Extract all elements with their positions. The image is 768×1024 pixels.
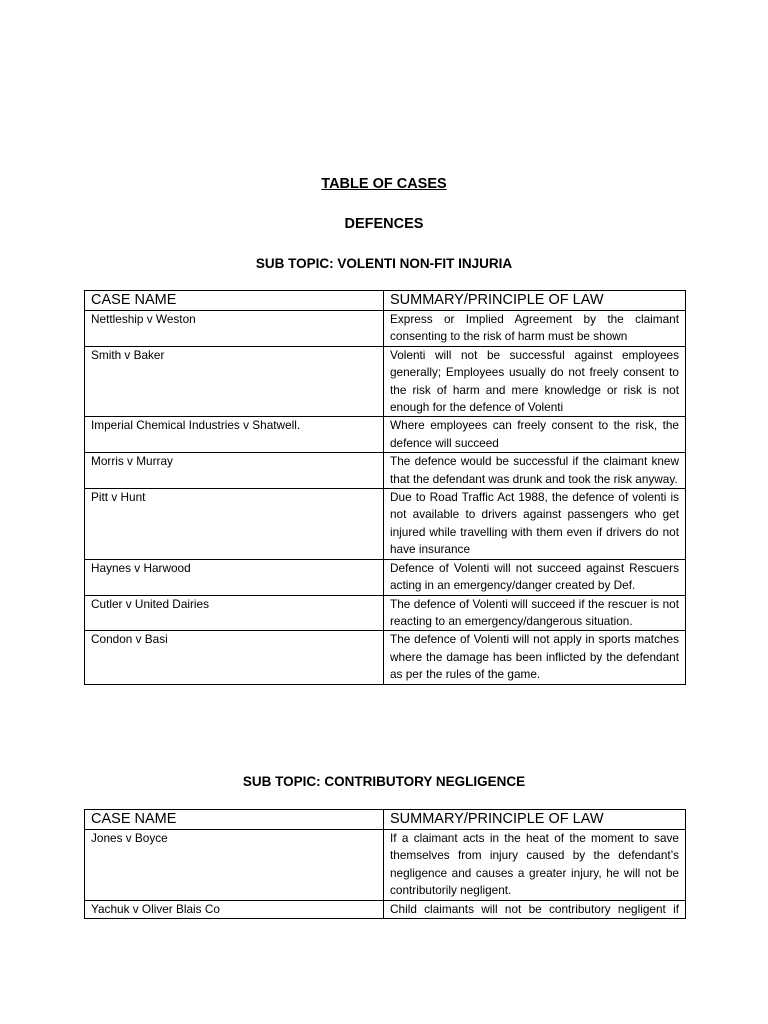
- summary-cell: Child claimants will not be contributory negligent if: [384, 900, 686, 918]
- case-name-cell: Smith v Baker: [85, 346, 384, 417]
- case-name-cell: Nettleship v Weston: [85, 311, 384, 347]
- summary-cell: If a claimant acts in the heat of the moment to save themselves from injury caused by the defendant’s negligence and causes a greater injury, he will not be contributorily negligent.: [384, 830, 686, 901]
- case-name-cell: Jones v Boyce: [85, 830, 384, 901]
- table-row: [85, 453, 686, 489]
- table-row: [85, 595, 686, 631]
- contributory-negligence-cases-table: [84, 809, 686, 919]
- case-name-cell: Cutler v United Dairies: [85, 595, 384, 631]
- summary-cell: Where employees can freely consent to the risk, the defence will succeed: [384, 417, 686, 453]
- case-name-cell: Haynes v Harwood: [85, 559, 384, 595]
- table-row: [85, 489, 686, 560]
- summary-cell: Due to Road Traffic Act 1988, the defence of volenti is not available to drivers against passengers who get injured while travelling with them even if drivers do not have insurance: [384, 489, 686, 560]
- column-header-case-name: CASE NAME: [85, 291, 384, 311]
- summary-cell: The defence of Volenti will not apply in sports matches where the damage has been inflicted by the defendant as per the rules of the game.: [384, 631, 686, 684]
- document-subtitle: DEFENCES: [344, 216, 424, 232]
- summary-cell: The defence would be successful if the claimant knew that the defendant was drunk and took the risk anyway.: [384, 453, 686, 489]
- table-row: [85, 559, 686, 595]
- column-header-summary: SUMMARY/PRINCIPLE OF LAW: [384, 810, 686, 830]
- table-header-row: [85, 291, 686, 311]
- case-name-cell: Morris v Murray: [85, 453, 384, 489]
- summary-cell: Express or Implied Agreement by the claimant consenting to the risk of harm must be shown: [384, 311, 686, 347]
- section-heading-volenti: SUB TOPIC: VOLENTI NON-FIT INJURIA: [255, 256, 513, 271]
- volenti-cases-table: [84, 290, 686, 685]
- table-row: [85, 417, 686, 453]
- case-name-cell: Yachuk v Oliver Blais Co: [85, 900, 384, 918]
- summary-cell: The defence of Volenti will succeed if the rescuer is not reacting to an emergency/dangerous situation.: [384, 595, 686, 631]
- summary-cell: Defence of Volenti will not succeed against Rescuers acting in an emergency/danger created by Def.: [384, 559, 686, 595]
- column-header-summary: SUMMARY/PRINCIPLE OF LAW: [384, 291, 686, 311]
- case-name-cell: Pitt v Hunt: [85, 489, 384, 560]
- summary-cell: Volenti will not be successful against employees generally; Employees usually do not freely consent to the risk of harm and mere knowledge or risk is not enough for the defence of Volenti: [384, 346, 686, 417]
- case-name-cell: Condon v Basi: [85, 631, 384, 684]
- column-header-case-name: CASE NAME: [85, 810, 384, 830]
- table-row: [85, 900, 686, 918]
- table-row: [85, 346, 686, 417]
- section-heading-contributory-negligence: SUB TOPIC: CONTRIBUTORY NEGLIGENCE: [242, 774, 526, 789]
- case-name-cell: Imperial Chemical Industries v Shatwell.: [85, 417, 384, 453]
- table-header-row: [85, 810, 686, 830]
- table-row: [85, 631, 686, 684]
- document-title: TABLE OF CASES: [321, 176, 447, 192]
- table-row: [85, 830, 686, 901]
- table-row: [85, 311, 686, 347]
